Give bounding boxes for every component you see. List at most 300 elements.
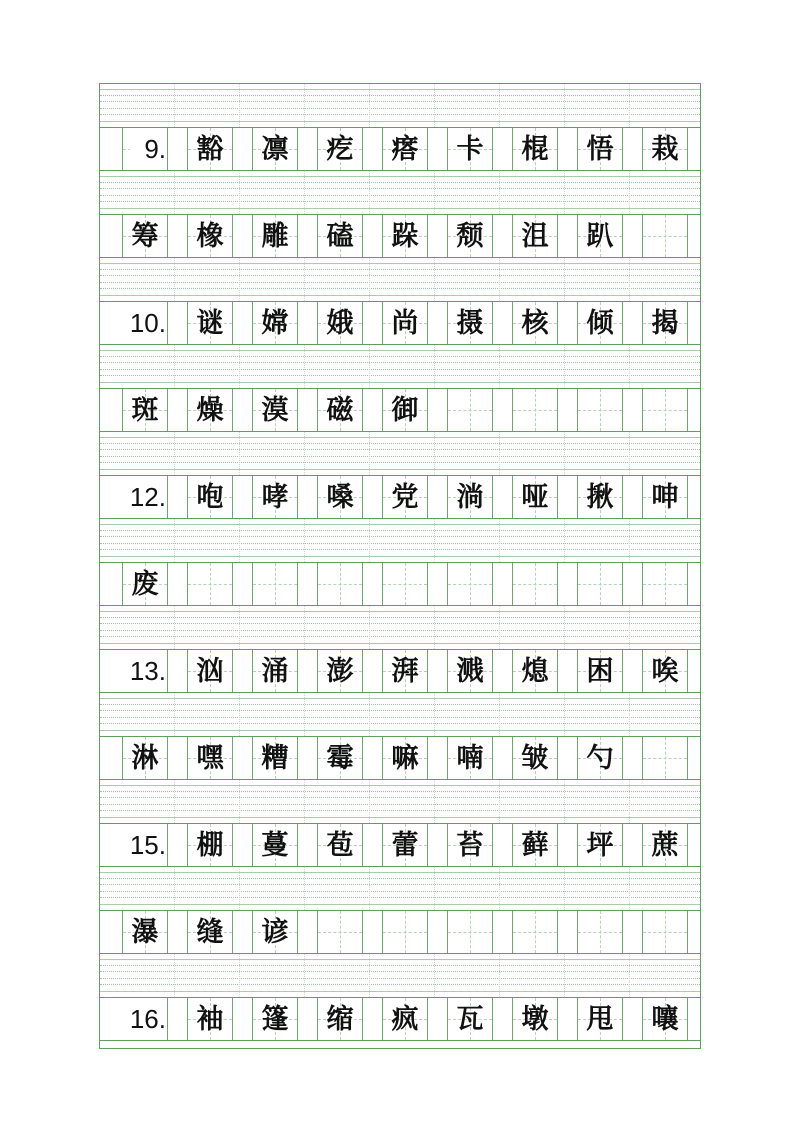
guide-line [100,182,700,183]
hanzi-character: 皱 [521,742,549,774]
guide-divider [239,780,240,823]
hanzi-character: 霉 [326,742,354,774]
guide-line [100,785,700,786]
guide-divider [629,954,630,997]
guide-divider [564,345,565,388]
character-cell [187,563,233,605]
guide-line [100,524,700,525]
character-cell [447,650,493,692]
guide-line [100,797,700,798]
guide-band [100,693,700,736]
guide-line [100,884,700,885]
character-cell [642,302,688,344]
hanzi-character: 斑 [131,394,159,426]
character-cell [642,476,688,518]
hanzi-character: 跺 [391,220,419,252]
hanzi-character: 篷 [261,1003,289,1035]
hanzi-character: 唉 [651,655,679,687]
hanzi-character: 谜 [196,307,224,339]
guide-line [100,362,700,363]
guide-line [100,443,700,444]
guide-band [100,867,700,910]
hanzi-character: 颓 [456,220,484,252]
hanzi-character: 溅 [456,655,484,687]
character-cell [642,563,688,605]
character-row [100,649,700,693]
guide-divider [564,432,565,475]
character-cell [317,911,363,953]
guide-divider [499,780,500,823]
guide-line [100,891,700,892]
guide-divider [239,171,240,214]
character-cell [317,998,363,1040]
hanzi-character: 揭 [651,307,679,339]
hanzi-character: 蔓 [261,829,289,861]
hanzi-character: 嫦 [261,307,289,339]
lesson-number: 15. [120,824,167,866]
guide-divider [239,954,240,997]
hanzi-character [448,563,492,605]
hanzi-character: 喃 [456,742,484,774]
guide-divider [369,606,370,649]
guide-divider [499,693,500,736]
guide-line [100,263,700,264]
hanzi-character: 嚷 [651,1003,679,1035]
character-row [100,997,700,1041]
character-cell [382,824,428,866]
character-cell [317,650,363,692]
guide-line [100,617,700,618]
guide-divider [434,258,435,301]
character-cell [512,998,558,1040]
guide-divider [369,345,370,388]
character-cell [382,302,428,344]
character-cell [317,302,363,344]
hanzi-character [578,563,622,605]
character-cell [187,215,233,257]
guide-line [100,350,700,351]
hanzi-character: 汹 [196,655,224,687]
guide-divider [304,519,305,562]
guide-line [100,437,700,438]
character-row [100,214,700,258]
guide-line [100,810,700,811]
character-cell [187,389,233,431]
hanzi-character: 磕 [326,220,354,252]
character-cell [252,650,298,692]
hanzi-character: 棍 [521,133,549,165]
character-cell [252,737,298,779]
character-cell [447,737,493,779]
hanzi-character: 倾 [586,307,614,339]
guide-band [100,780,700,823]
character-cell [642,128,688,170]
character-cell [577,302,623,344]
hanzi-character: 淋 [131,742,159,774]
character-cell [447,128,493,170]
guide-divider [174,84,175,127]
hanzi-character: 坪 [586,829,614,861]
hanzi-character: 熄 [521,655,549,687]
guide-line [100,984,700,985]
character-cell [187,737,233,779]
guide-divider [369,519,370,562]
hanzi-character: 嘛 [391,742,419,774]
character-cell [642,215,688,257]
guide-line [100,804,700,805]
guide-line [100,462,700,463]
hanzi-character: 娥 [326,307,354,339]
character-row [100,910,700,954]
guide-divider [239,345,240,388]
character-cell [122,215,168,257]
hanzi-character: 悟 [586,133,614,165]
hanzi-character [188,563,232,605]
character-cell [252,911,298,953]
guide-line [100,195,700,196]
character-cell [577,476,623,518]
character-cell [447,998,493,1040]
guide-divider [499,345,500,388]
character-cell [512,302,558,344]
character-cell [122,737,168,779]
hanzi-character: 蕾 [391,829,419,861]
hanzi-character: 苔 [456,829,484,861]
guide-line [100,549,700,550]
guide-divider [434,867,435,910]
hanzi-character: 橡 [196,220,224,252]
hanzi-character: 棚 [196,829,224,861]
guide-line [100,710,700,711]
hanzi-character: 缩 [326,1003,354,1035]
guide-divider [434,84,435,127]
hanzi-character [448,389,492,431]
guide-line [100,723,700,724]
character-cell [317,563,363,605]
character-cell [447,563,493,605]
guide-divider [304,258,305,301]
guide-divider [174,606,175,649]
character-cell [382,998,428,1040]
guide-divider [564,519,565,562]
hanzi-character [448,911,492,953]
guide-line [100,536,700,537]
guide-line [100,108,700,109]
character-cell [252,476,298,518]
guide-line [100,114,700,115]
character-cell [187,476,233,518]
character-cell [382,911,428,953]
guide-band [100,519,700,562]
character-cell [577,128,623,170]
hanzi-character: 凛 [261,133,289,165]
guide-line [100,978,700,979]
hanzi-character: 袖 [196,1003,224,1035]
hanzi-character: 磁 [326,394,354,426]
hanzi-character [383,563,427,605]
hanzi-character: 豁 [196,133,224,165]
character-cell [642,389,688,431]
guide-line [100,469,700,470]
guide-divider [499,606,500,649]
character-cell [577,563,623,605]
hanzi-character [578,389,622,431]
guide-divider [629,519,630,562]
guide-band [100,432,700,475]
guide-divider [629,606,630,649]
guide-line [100,121,700,122]
guide-line [100,375,700,376]
guide-divider [174,954,175,997]
guide-band [100,345,700,388]
hanzi-character: 勺 [586,742,614,774]
guide-line [100,965,700,966]
guide-line [100,288,700,289]
guide-divider [564,171,565,214]
hanzi-character: 瘩 [391,133,419,165]
guide-line [100,176,700,177]
character-row [100,562,700,606]
hanzi-character: 哮 [261,481,289,513]
guide-divider [499,258,500,301]
guide-line [100,295,700,296]
character-cell [187,998,233,1040]
character-cell [447,824,493,866]
hanzi-character: 蔗 [651,829,679,861]
guide-line [100,188,700,189]
character-cell [447,476,493,518]
character-cell [577,215,623,257]
guide-divider [369,954,370,997]
hanzi-character: 疙 [326,133,354,165]
character-cell [122,911,168,953]
guide-divider [369,693,370,736]
character-cell [187,302,233,344]
guide-divider [434,606,435,649]
character-cell [317,476,363,518]
character-cell [512,215,558,257]
guide-divider [434,693,435,736]
character-cell [512,563,558,605]
character-cell [317,215,363,257]
guide-divider [174,345,175,388]
hanzi-character: 栽 [651,133,679,165]
hanzi-character [643,737,687,779]
guide-divider [499,867,500,910]
hanzi-character: 揪 [586,481,614,513]
character-cell [382,563,428,605]
guide-line [100,904,700,905]
hanzi-character: 甩 [586,1003,614,1035]
character-cell [577,911,623,953]
hanzi-character: 嗓 [326,481,354,513]
guide-band [100,954,700,997]
guide-divider [434,171,435,214]
character-row [100,301,700,345]
guide-divider [304,432,305,475]
guide-divider [239,432,240,475]
hanzi-character: 涌 [261,655,289,687]
character-cell [447,389,493,431]
guide-divider [564,606,565,649]
hanzi-character: 尚 [391,307,419,339]
guide-line [100,636,700,637]
guide-divider [304,606,305,649]
character-cell [512,476,558,518]
guide-line [100,275,700,276]
character-cell [382,737,428,779]
character-cell [317,824,363,866]
guide-line [100,449,700,450]
guide-divider [499,954,500,997]
guide-divider [239,606,240,649]
hanzi-character: 糟 [261,742,289,774]
guide-line [100,817,700,818]
guide-divider [239,84,240,127]
guide-line [100,382,700,383]
character-cell [642,998,688,1040]
guide-divider [174,780,175,823]
guide-divider [629,345,630,388]
character-cell [577,998,623,1040]
character-row [100,127,700,171]
guide-line [100,959,700,960]
guide-divider [434,432,435,475]
guide-divider [434,954,435,997]
guide-divider [174,867,175,910]
hanzi-character [253,563,297,605]
character-cell [382,476,428,518]
guide-line [100,89,700,90]
hanzi-character: 废 [131,568,159,600]
guide-band [100,171,700,214]
character-cell [252,302,298,344]
guide-divider [304,84,305,127]
guide-line [100,623,700,624]
guide-band [100,84,700,127]
lesson-number: 12. [120,476,167,518]
character-cell [642,824,688,866]
guide-divider [174,432,175,475]
guide-divider [629,867,630,910]
character-cell [252,128,298,170]
hanzi-character: 沮 [521,220,549,252]
lesson-number: 10. [120,302,167,344]
guide-divider [564,867,565,910]
character-cell [577,389,623,431]
hanzi-character [578,911,622,953]
guide-line [100,101,700,102]
guide-line [100,356,700,357]
hanzi-character: 咆 [196,481,224,513]
guide-line [100,543,700,544]
hanzi-character: 瀑 [131,916,159,948]
lesson-number: 13. [120,650,167,692]
hanzi-character: 哑 [521,481,549,513]
hanzi-character: 瓦 [456,1003,484,1035]
hanzi-character [643,911,687,953]
hanzi-character: 苞 [326,829,354,861]
hanzi-character: 摄 [456,307,484,339]
character-cell [447,911,493,953]
guide-band [100,258,700,301]
guide-divider [174,519,175,562]
guide-line [100,611,700,612]
character-cell [512,650,558,692]
character-cell [512,824,558,866]
hanzi-character [513,563,557,605]
character-cell [122,389,168,431]
character-cell [577,737,623,779]
guide-divider [304,867,305,910]
guide-divider [304,345,305,388]
guide-divider [304,780,305,823]
guide-divider [304,171,305,214]
character-cell [187,911,233,953]
hanzi-character [513,389,557,431]
character-cell [577,824,623,866]
character-cell [252,389,298,431]
character-cell [447,215,493,257]
guide-line [100,369,700,370]
character-cell [252,563,298,605]
guide-divider [304,693,305,736]
character-cell [252,998,298,1040]
character-cell [512,737,558,779]
character-cell [382,650,428,692]
guide-divider [629,693,630,736]
hanzi-character: 核 [521,307,549,339]
guide-divider [434,519,435,562]
guide-divider [564,693,565,736]
writing-grid-sheet [99,83,701,1049]
character-cell [317,128,363,170]
guide-line [100,878,700,879]
hanzi-character: 澎 [326,655,354,687]
hanzi-character [513,911,557,953]
guide-divider [369,867,370,910]
guide-divider [499,84,500,127]
guide-divider [239,519,240,562]
guide-divider [564,258,565,301]
guide-divider [629,84,630,127]
lesson-number: 9. [130,128,167,170]
hanzi-character: 漠 [261,394,289,426]
guide-divider [564,780,565,823]
character-cell [187,128,233,170]
guide-divider [369,780,370,823]
character-cell [382,215,428,257]
guide-divider [174,258,175,301]
hanzi-character: 谚 [261,916,289,948]
guide-divider [629,780,630,823]
character-cell [577,650,623,692]
guide-divider [369,432,370,475]
guide-divider [304,954,305,997]
guide-line [100,971,700,972]
guide-line [100,730,700,731]
guide-line [100,630,700,631]
hanzi-character: 党 [391,481,419,513]
guide-line [100,897,700,898]
guide-divider [564,84,565,127]
hanzi-character: 淌 [456,481,484,513]
hanzi-character [643,389,687,431]
hanzi-character: 疯 [391,1003,419,1035]
character-cell [642,911,688,953]
hanzi-character [643,215,687,257]
character-cell [252,215,298,257]
